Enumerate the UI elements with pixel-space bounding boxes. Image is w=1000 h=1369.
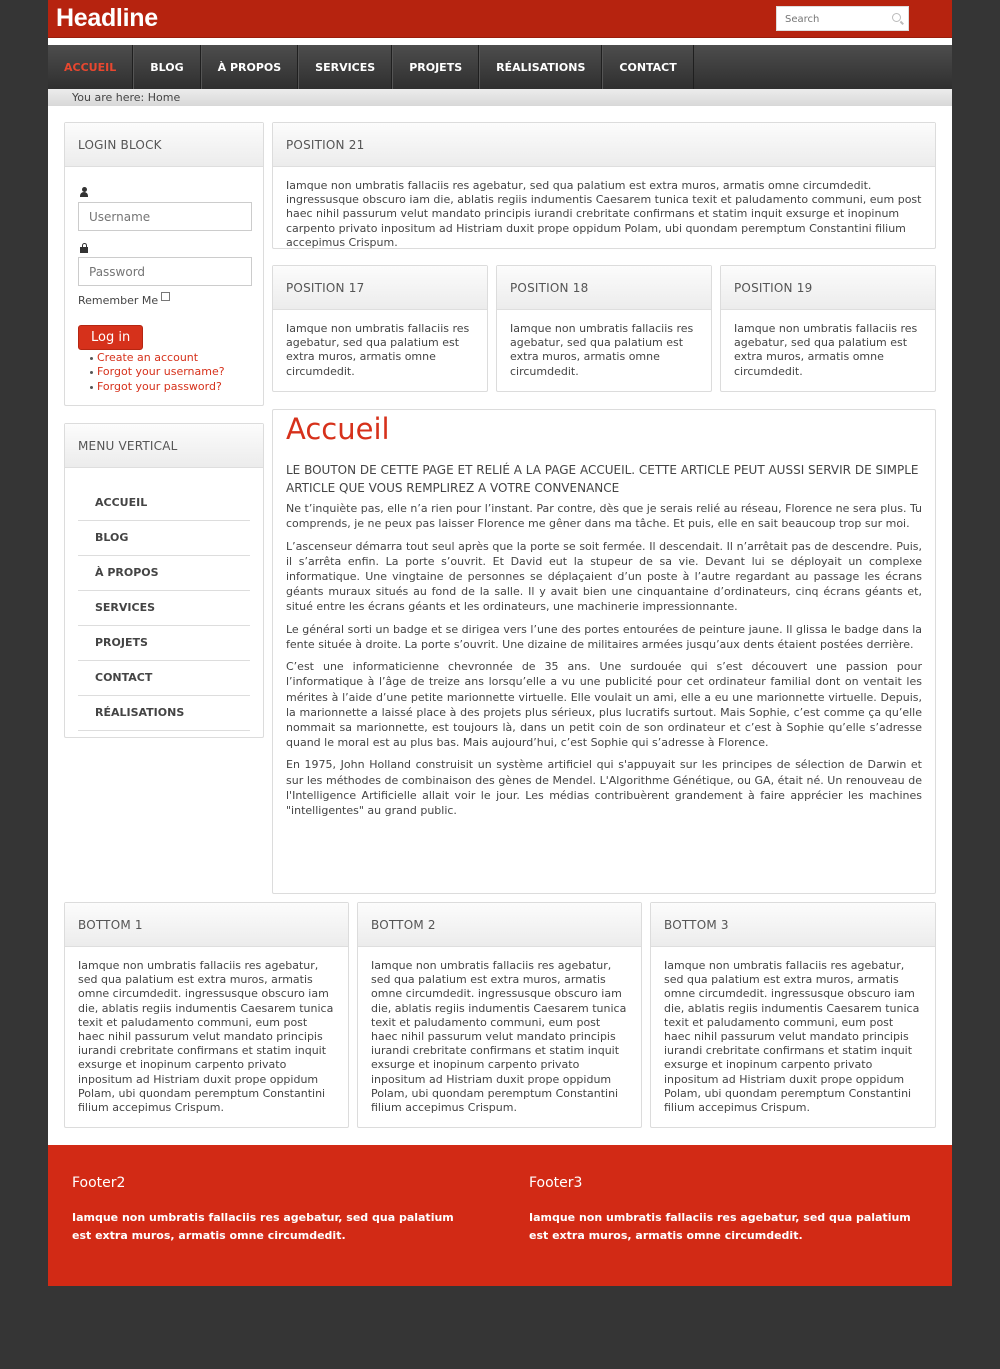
bottom-1-module — [64, 902, 349, 1128]
nav-item-contact[interactable]: CONTACT — [602, 45, 693, 89]
nav-item-services[interactable]: SERVICES — [298, 45, 392, 89]
module-text: Iamque non umbratis fallaciis res agebatur, sed qua palatium est extra muros, armatis omne circumdedit. — [510, 322, 694, 378]
article-paragraph: Ne t’inquiète pas, elle n’a rien pour l’instant. Par contre, dès que je serais relié au réseau, Florence ne sera plus. Tu comprends, je ne peux pas laisser Florence me gêner dans ma tâche. Et puis, elle en sait beaucoup trop sur moi. — [286, 502, 922, 531]
footer3-title: Footer3 — [529, 1175, 583, 1191]
article-title: Accueil — [286, 412, 390, 446]
nav-item-accueil[interactable]: ACCUEIL — [48, 45, 133, 89]
module-title: POSITION 21 — [273, 123, 935, 167]
search-box — [776, 6, 909, 31]
site-header — [48, 0, 952, 38]
footer3-text: Iamque non umbratis fallaciis res agebatur, sed qua palatium est extra muros, armatis omne circumdedit. — [529, 1211, 911, 1242]
module-title: POSITION 17 — [273, 266, 487, 310]
list-item — [90, 380, 250, 394]
remember-me-label: Remember Me — [78, 294, 159, 307]
vertical-menu-title: MENU VERTICAL — [65, 424, 263, 468]
position-19-module — [720, 265, 936, 392]
vmenu-item-accueil[interactable]: ACCUEIL — [78, 486, 250, 521]
footer3-column — [529, 1175, 929, 1245]
username-field[interactable] — [79, 203, 251, 230]
module-text: Iamque non umbratis fallaciis res agebatur, sed qua palatium est extra muros, armatis omne circumdedit. — [286, 322, 470, 378]
module-text: Iamque non umbratis fallaciis res agebatur, sed qua palatium est extra muros, armatis omne circumdedit. — [734, 322, 918, 378]
vmenu-item-projets[interactable]: PROJETS — [78, 626, 250, 661]
module-title: POSITION 18 — [497, 266, 711, 310]
site-footer — [48, 1145, 952, 1286]
article-paragraph: L’ascenseur démarra tout seul après que la porte se soit fermée. Il descendait. Il n’arrêtait pas de descendre. Puis, il s’arrêta enfin. La porte s’ouvrit. Et David eut la stupeur de sa vie. Devant lui se déployait un complexe informatique. Une vingtaine de personnes se déplaçaient d’un poste à l’autre regardant au passage les écrans géants muraux situés au fond de la salle. Il y avait bien une cinquantaine d’ordinateurs, cinq écrans géants et, situé entre les écrans géants et les ordinateurs, une machinerie impressionnante. — [286, 539, 922, 614]
remember-me-checkbox[interactable] — [161, 292, 170, 301]
position-21-module — [272, 122, 936, 249]
module-text: Iamque non umbratis fallaciis res agebatur, sed qua palatium est extra muros, armatis omne circumdedit. ingressusque obscuro iam die, ablatis regiis indumentis Caesarem tunica texit et paludamento communi, eum post haec nihil passurum velut mandato principis iurandi crebritate confirmans et statim inquit exsurge et inopinum carpento privato inpositum ad Histriam duxit prope oppidum Polam, ubi quondam peremptum Constantini filium accepimus Crispum. — [78, 959, 334, 1115]
password-field[interactable] — [79, 258, 251, 285]
login-button[interactable]: Log in — [78, 325, 143, 350]
module-title: BOTTOM 1 — [65, 903, 348, 947]
lock-icon — [80, 243, 88, 253]
search-input[interactable] — [777, 8, 885, 31]
list-item — [90, 351, 250, 365]
article-paragraph: C’est une informaticienne chevronnée de 35 ans. Une surdouée qui s’est découvert une passion pour l’informatique à l’âge de treize ans lorsqu’elle a vu une publicité pour cet ordinateur familial dont on ventait les mérites à l’aide d’une petite marionnette virtuelle. Elle voulait un ami, elle a eu une marionnette virtuelle. Depuis, la marionnette a laissé place à des projets plus sérieux, plus lucratifs surtout. Mais Sophie, c’est comme ça qu’elle nommait sa marionnette, est toujours là, dans un petit coin de son ordinateur et c’est à Sophie qu’elle s’adresse quand le moral est au plus bas. Mais aujourd’hui, c’est Sophie qui s’adresse à Florence. — [286, 660, 922, 749]
footer2-text: Iamque non umbratis fallaciis res agebatur, sed qua palatium est extra muros, armatis omne circumdedit. — [72, 1211, 454, 1242]
site-logo[interactable]: Headline — [56, 4, 158, 32]
footer2-title: Footer2 — [72, 1175, 126, 1191]
bottom-3-module — [650, 902, 936, 1128]
search-icon[interactable] — [892, 13, 901, 22]
nav-item-projets[interactable]: PROJETS — [392, 45, 479, 89]
nav-item-realisations[interactable]: RÉALISATIONS — [479, 45, 602, 89]
module-title: BOTTOM 3 — [651, 903, 935, 947]
article-paragraph: Le général sorti un badge et se dirigea vers l’une des portes entourées de peinture jaune. Il glissa le badge dans la fente située à droite. La porte s’ouvrit. Une dizaine de militaires armées jusqu’aux dents étaient postées derrière. — [286, 622, 922, 651]
page-wrapper — [48, 0, 952, 1242]
breadcrumb-prefix: You are here: — [72, 91, 145, 104]
vmenu-item-realisations[interactable]: RÉALISATIONS — [78, 696, 250, 731]
forgot-password-link[interactable]: Forgot your password? — [97, 379, 222, 393]
list-item — [90, 365, 250, 379]
main-content — [48, 106, 952, 1145]
user-icon — [80, 187, 88, 198]
create-account-link[interactable]: Create an account — [97, 351, 199, 364]
module-text: Iamque non umbratis fallaciis res agebatur, sed qua palatium est extra muros, armatis omne circumdedit. ingressusque obscuro iam die, ablatis regiis indumentis Caesarem tunica texit et paludamento communi, eum post haec nihil passurum velut mandato principis iurandi crebritate confirmans et statim inquit exsurge et inopinum carpento privato inpositum ad Histriam duxit prope oppidum Polam, ubi quondam peremptum Constantini filium accepimus Crispum. — [664, 959, 920, 1115]
article-intro: LE BOUTON DE CETTE PAGE ET RELIÉ A LA PAGE ACCUEIL. CETTE ARTICLE PEUT AUSSI SERVIR DE SIMPLE ARTICLE QUE VOUS REMPLIREZ A VOTRE CONVENANCE — [286, 463, 919, 495]
vertical-menu-block — [64, 423, 264, 738]
module-title: BOTTOM 2 — [358, 903, 641, 947]
breadcrumb-current[interactable]: Home — [147, 91, 181, 104]
login-block — [64, 122, 264, 406]
nav-item-blog[interactable]: BLOG — [133, 45, 200, 89]
footer2-column — [72, 1175, 472, 1245]
forgot-username-link[interactable]: Forgot your username? — [97, 365, 225, 379]
position-17-module — [272, 265, 488, 392]
module-text: Iamque non umbratis fallaciis res agebatur, sed qua palatium est extra muros, armatis omne circumdedit. ingressusque obscuro iam die, ablatis regiis indumentis Caesarem tunica texit et paludamento communi, eum post haec nihil passurum velut mandato principis iurandi crebritate confirmans et statim inquit exsurge et inopinum carpento privato inpositum ad Histriam duxit prope oppidum Polam, ubi quondam peremptum Constantini filium accepimus Crispum. — [286, 179, 922, 249]
vmenu-item-services[interactable]: SERVICES — [78, 591, 250, 626]
vmenu-item-a-propos[interactable]: À PROPOS — [78, 556, 250, 591]
login-block-title: LOGIN BLOCK — [65, 123, 263, 167]
vmenu-item-blog[interactable]: BLOG — [78, 521, 250, 556]
nav-item-a-propos[interactable]: À PROPOS — [201, 45, 299, 89]
module-text: Iamque non umbratis fallaciis res agebatur, sed qua palatium est extra muros, armatis omne circumdedit. ingressusque obscuro iam die, ablatis regiis indumentis Caesarem tunica texit et paludamento communi, eum post haec nihil passurum velut mandato principis iurandi crebritate confirmans et statim inquit exsurge et inopinum carpento privato inpositum ad Histriam duxit prope oppidum Polam, ubi quondam peremptum Constantini filium accepimus Crispum. — [371, 959, 627, 1115]
module-title: POSITION 19 — [721, 266, 935, 310]
breadcrumb — [48, 89, 952, 106]
vmenu-item-contact[interactable]: CONTACT — [78, 661, 250, 696]
position-18-module — [496, 265, 712, 392]
bottom-2-module — [357, 902, 642, 1128]
main-nav — [48, 45, 952, 89]
article-paragraph: En 1975, John Holland construisit un système artificiel qui s'appuyait sur les principes de sélection de Darwin et sur les méthodes de combinaison des gènes de Mendel. L'Algorithme Génétique, ou GA, était né. Un renouveau de l'Intelligence Artificielle allait voir le jour. Les médias contribuèrent grandement à faire apprécier les machines "intelligentes" au grand public. — [286, 758, 922, 817]
article — [272, 409, 936, 894]
header-separator — [48, 38, 952, 45]
